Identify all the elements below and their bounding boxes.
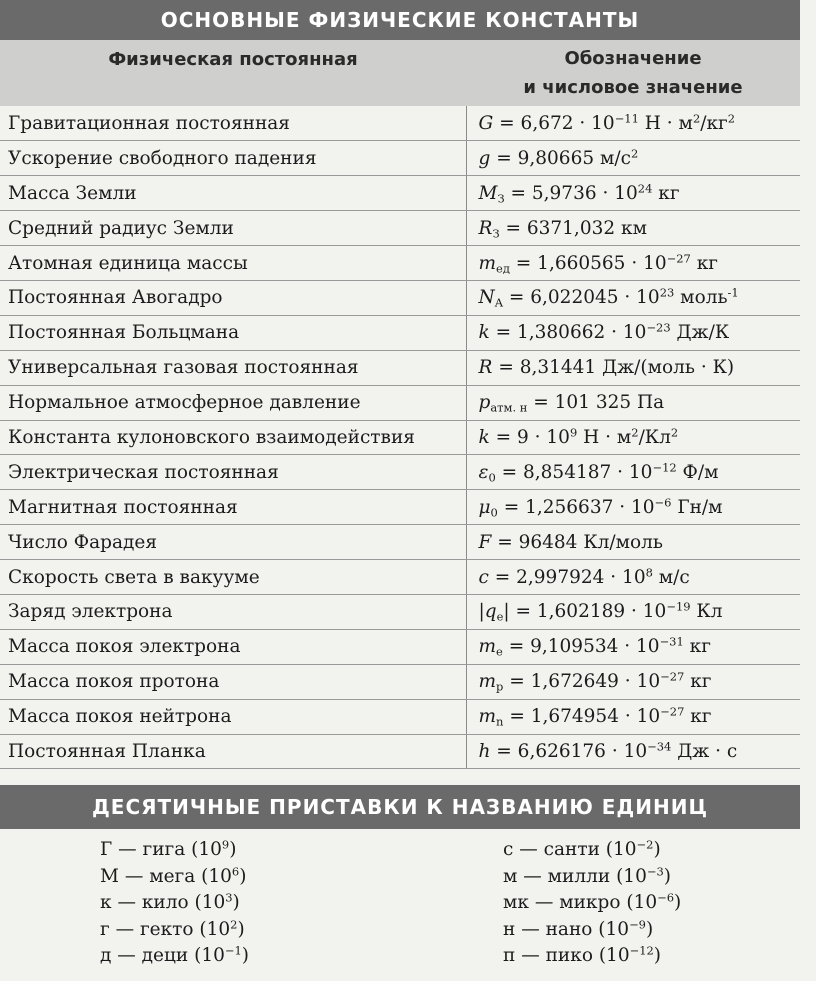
prefix-exponent: 9 — [221, 837, 230, 852]
prefix-close: ) — [239, 865, 247, 887]
value-symbol: R — [478, 357, 493, 379]
prefix-exponent: 3 — [225, 890, 233, 905]
table-row — [0, 350, 800, 385]
value-unit: Н · м — [638, 112, 693, 134]
prefix-item — [503, 890, 681, 917]
value-exponent: −27 — [660, 704, 685, 719]
prefix-exponent: −6 — [657, 890, 675, 905]
value-subscript: атм. н — [490, 400, 528, 415]
value-number: = 6371,032 км — [499, 217, 647, 239]
value-exponent: −11 — [614, 111, 639, 126]
value-symbol: m — [478, 671, 497, 693]
prefix-item — [100, 837, 249, 864]
value-number: = 9,109534 · 10 — [502, 636, 660, 658]
value-symbol: g — [478, 147, 491, 169]
table-row — [0, 176, 800, 211]
constant-value — [466, 560, 800, 595]
value-number: = 6,022045 · 10 — [502, 287, 660, 309]
value-subscript: n — [496, 714, 504, 729]
constant-name: Атомная единица массы — [0, 246, 466, 281]
value-unit: кг — [684, 671, 712, 693]
table-row — [0, 699, 800, 734]
value-symbol: R — [478, 217, 493, 239]
table-row — [0, 734, 800, 769]
prefix-exponent: 2 — [230, 917, 238, 932]
value-symbol: N — [478, 287, 495, 309]
value-unit2-exponent: 2 — [670, 425, 679, 440]
constant-name: Средний радиус Земли — [0, 211, 466, 246]
constant-name: Ускорение свободного падения — [0, 141, 466, 176]
value-symbol: q — [484, 601, 497, 623]
table-row — [0, 525, 800, 560]
constant-name: Константа кулоновского взаимодействия — [0, 420, 466, 455]
table-row — [0, 280, 800, 315]
prefix-text: к — кило (10 — [100, 892, 226, 913]
table-row — [0, 560, 800, 595]
constant-value — [466, 176, 800, 211]
table-row — [0, 106, 800, 141]
value-exponent: −6 — [654, 495, 672, 510]
value-symbol: F — [478, 531, 492, 553]
table-row — [0, 141, 800, 176]
constant-name: Масса Земли — [0, 176, 466, 211]
value-unit: Ф/м — [676, 461, 719, 483]
prefix-item — [100, 890, 249, 917]
value-number: = 1,380662 · 10 — [489, 322, 647, 344]
prefix-close: ) — [645, 918, 654, 940]
value-symbol: ε — [478, 461, 489, 483]
value-exponent: 24 — [637, 181, 653, 196]
value-exponent: 8 — [645, 565, 653, 580]
value-unit: Гн/м — [671, 496, 723, 518]
value-number: = 8,31441 Дж/(моль · К) — [492, 357, 735, 379]
table-row — [0, 246, 800, 281]
prefix-text: Г — гига (10 — [100, 839, 222, 860]
constant-value — [466, 525, 800, 560]
constant-name: Масса покоя электрона — [0, 629, 466, 664]
constant-name: Масса покоя нейтрона — [0, 699, 466, 734]
value-symbol: h — [478, 740, 491, 762]
value-unit-exponent: 2 — [692, 111, 701, 126]
table-title: ОСНОВНЫЕ ФИЗИЧЕСКИЕ КОНСТАНТЫ — [0, 0, 800, 40]
table-row — [0, 315, 800, 350]
value-subscript: e — [496, 609, 504, 624]
prefix-text: п — пико (10 — [503, 945, 630, 966]
table-row — [0, 490, 800, 525]
value-exponent: 9 — [569, 425, 578, 440]
prefix-item — [503, 917, 681, 944]
value-symbol: G — [478, 112, 494, 134]
constant-value — [466, 246, 800, 281]
prefix-list-left — [100, 837, 249, 970]
constant-value — [466, 734, 800, 769]
value-number: = 1,602189 · 10 — [509, 601, 667, 623]
prefix-item — [100, 864, 249, 891]
value-subscript: З — [492, 226, 500, 241]
constant-name: Постоянная Планка — [0, 734, 466, 769]
value-subscript: p — [496, 679, 504, 694]
table-header — [0, 40, 800, 106]
value-exponent: −27 — [666, 251, 691, 266]
value-unit-exponent: -1 — [727, 286, 739, 301]
constant-value — [466, 141, 800, 176]
value-number: = 96484 Кл/моль — [491, 531, 663, 553]
value-number: = 6,626176 · 10 — [490, 740, 648, 762]
value-symbol: k — [478, 322, 490, 344]
value-exponent: −23 — [646, 320, 671, 335]
value-exponent: −34 — [647, 739, 672, 754]
prefix-item — [503, 837, 681, 864]
prefix-text: мк — микро (10 — [503, 892, 658, 913]
constant-name: Постоянная Авогадро — [0, 280, 466, 315]
value-symbol: M — [478, 182, 498, 204]
prefix-exponent: −12 — [629, 943, 654, 958]
value-unit: моль — [674, 287, 728, 309]
value-unit: м/с — [652, 566, 690, 588]
prefix-text: с — санти (10 — [503, 839, 637, 860]
prefix-exponent: −9 — [629, 917, 646, 932]
value-exponent: −27 — [660, 669, 685, 684]
constant-value — [466, 455, 800, 490]
value-post: | — [503, 601, 510, 623]
prefix-close: ) — [653, 839, 661, 860]
table-row — [0, 455, 800, 490]
value-symbol: c — [478, 566, 489, 588]
constant-value — [466, 211, 800, 246]
constant-name: Электрическая постоянная — [0, 455, 466, 490]
constant-name: Масса покоя протона — [0, 664, 466, 699]
value-unit: Кл — [690, 601, 723, 623]
value-unit2-exponent: 2 — [727, 111, 736, 126]
value-unit: Н · м — [577, 426, 632, 448]
value-number: = 5,9736 · 10 — [504, 182, 638, 204]
header-value-line1: Обозначение — [564, 48, 702, 69]
value-exponent: 23 — [659, 286, 675, 301]
prefix-close: ) — [663, 865, 671, 887]
header-value — [466, 40, 800, 106]
constant-value — [466, 280, 800, 315]
prefix-exponent: 6 — [231, 864, 240, 879]
value-symbol: μ — [478, 496, 491, 518]
constant-name: Число Фарадея — [0, 525, 466, 560]
value-number: = 1,256637 · 10 — [497, 496, 655, 518]
value-unit: кг — [652, 182, 680, 204]
value-unit: кг — [690, 252, 718, 274]
constant-value — [466, 664, 800, 699]
prefix-list-right — [503, 837, 681, 970]
value-number: = 9 · 10 — [489, 426, 570, 448]
prefix-text: М — мега (10 — [100, 865, 232, 887]
table-row — [0, 664, 800, 699]
value-pre: | — [478, 601, 485, 623]
value-exponent: −31 — [659, 635, 684, 649]
header-constant: Физическая постоянная — [108, 49, 358, 70]
constant-value — [466, 350, 800, 385]
value-number: = 1,660565 · 10 — [509, 252, 667, 274]
prefix-item — [100, 943, 249, 970]
prefix-close: ) — [653, 945, 662, 966]
value-unit: кг — [683, 636, 711, 658]
constant-value — [466, 315, 800, 350]
prefix-text: д — деци (10 — [100, 945, 225, 966]
prefix-close: ) — [674, 892, 682, 913]
value-subscript: A — [494, 295, 503, 310]
value-subscript: 0 — [490, 505, 498, 520]
prefix-close: ) — [229, 839, 237, 860]
value-number: = 1,672649 · 10 — [503, 671, 661, 693]
table-row — [0, 629, 800, 664]
value-number: = 9,80665 м/с — [490, 147, 631, 169]
prefix-item — [503, 943, 681, 970]
value-subscript: 0 — [488, 470, 496, 485]
value-number: = 8,854187 · 10 — [495, 461, 653, 483]
prefix-text: н — нано (10 — [503, 918, 630, 940]
constant-value — [466, 594, 800, 629]
prefix-text: г — гекто (10 — [100, 918, 231, 940]
prefix-close: ) — [237, 918, 245, 940]
value-exponent: −19 — [666, 600, 691, 615]
value-symbol: k — [478, 426, 490, 448]
value-subscript: ед — [496, 260, 510, 275]
prefix-item — [100, 917, 249, 944]
value-symbol: m — [478, 252, 497, 274]
prefix-item — [503, 864, 681, 891]
value-unit-exponent: 2 — [631, 425, 639, 440]
constants-table — [0, 106, 800, 769]
prefix-exponent: −2 — [636, 837, 654, 852]
prefix-close: ) — [232, 892, 240, 913]
value-unit: Дж · с — [671, 740, 738, 762]
table-row — [0, 420, 800, 455]
value-subscript: e — [496, 644, 503, 659]
value-unit2: /Кл — [638, 426, 671, 448]
constant-value — [466, 629, 800, 664]
constant-name: Заряд электрона — [0, 594, 466, 629]
value-symbol: m — [478, 636, 497, 658]
value-number: = 6,672 · 10 — [493, 112, 615, 134]
constant-name: Магнитная постоянная — [0, 490, 466, 525]
prefix-exponent: −1 — [224, 943, 242, 958]
value-number: = 2,997924 · 10 — [488, 566, 646, 588]
constant-value — [466, 699, 800, 734]
value-unit2: /кг — [700, 112, 728, 134]
constant-name: Скорость света в вакууме — [0, 560, 466, 595]
table-row — [0, 385, 800, 420]
constant-value — [466, 106, 800, 141]
value-number: = 1,674954 · 10 — [503, 706, 661, 728]
value-symbol: m — [478, 706, 497, 728]
constant-name: Гравитационная постоянная — [0, 106, 466, 141]
prefix-exponent: −3 — [646, 864, 664, 879]
constant-name: Постоянная Больцмана — [0, 315, 466, 350]
value-unit: кг — [684, 706, 712, 728]
value-exponent: 2 — [630, 146, 639, 161]
constant-name: Универсальная газовая постоянная — [0, 350, 466, 385]
table-row — [0, 211, 800, 246]
constant-value — [466, 490, 800, 525]
value-number: = 101 325 Па — [527, 392, 665, 414]
value-unit: Дж/К — [670, 322, 730, 344]
value-exponent: −12 — [652, 460, 677, 475]
prefix-close: ) — [241, 945, 249, 966]
header-value-line2: и числовое значение — [523, 77, 743, 98]
table-row — [0, 594, 800, 629]
prefix-text: м — милли (10 — [503, 865, 647, 887]
value-subscript: З — [497, 191, 505, 206]
constant-value — [466, 420, 800, 455]
constant-name: Нормальное атмосферное давление — [0, 385, 466, 420]
constant-value — [466, 385, 800, 420]
value-symbol: p — [478, 392, 491, 414]
prefix-section-title: ДЕСЯТИЧНЫЕ ПРИСТАВКИ К НАЗВАНИЮ ЕДИНИЦ — [0, 785, 800, 829]
